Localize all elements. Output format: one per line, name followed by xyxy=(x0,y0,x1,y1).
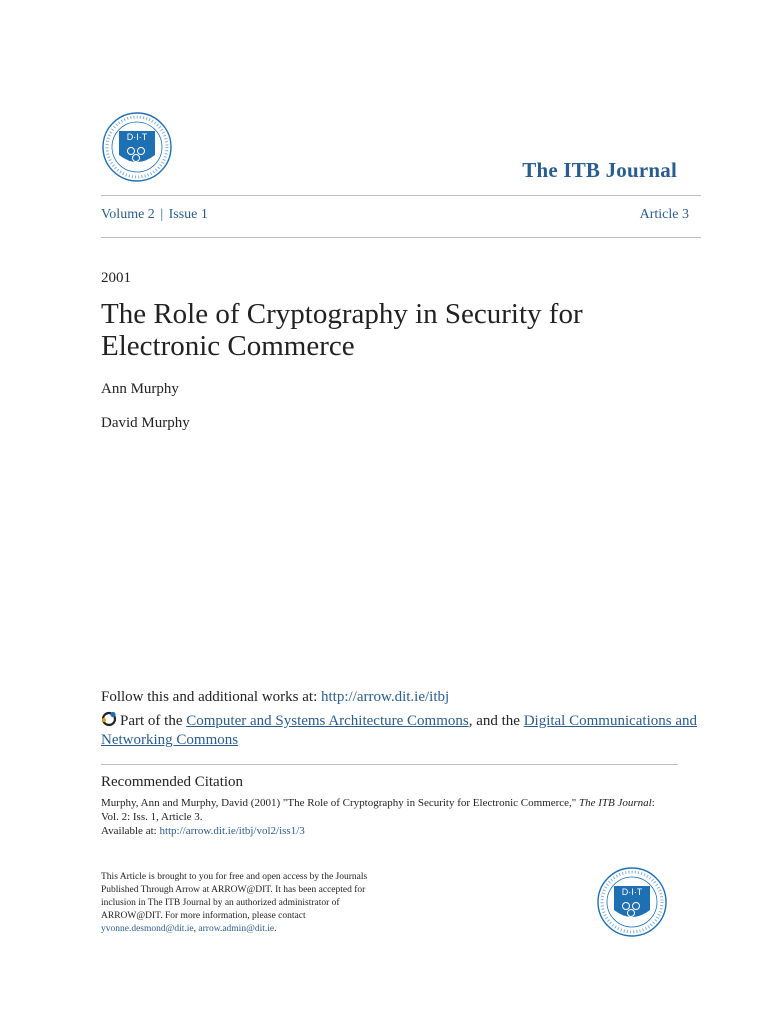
open-access-note xyxy=(101,871,371,936)
journal-title-link[interactable]: The ITB Journal xyxy=(522,158,677,182)
citation-text xyxy=(101,796,661,838)
article-link[interactable]: Article 3 xyxy=(639,207,689,222)
commons-link-computer-systems[interactable]: Computer and Systems Architecture Commons xyxy=(186,713,469,729)
email-link-1[interactable]: yvonne.desmond@dit.ie xyxy=(101,924,194,934)
citation-journal: The ITB Journal xyxy=(579,797,652,809)
note-end: . xyxy=(274,924,277,934)
author-2-link[interactable]: David Murphy xyxy=(101,415,190,431)
email-link-2[interactable]: arrow.admin@dit.ie xyxy=(198,924,275,934)
email-separator: , xyxy=(193,924,199,934)
follow-url-link[interactable]: http://arrow.dit.ie/itbj xyxy=(320,689,450,705)
paper-title: The Role of Cryptography in Security for Electronic Commerce xyxy=(101,298,583,362)
divider-issue xyxy=(101,237,701,238)
svg-text:D·I·T: D·I·T xyxy=(621,887,643,897)
dit-logo-bottom xyxy=(596,866,668,938)
follow-prefix: Follow this and additional works at: xyxy=(101,689,321,705)
commons-network-icon xyxy=(101,711,117,727)
author-1-link[interactable]: Ann Murphy xyxy=(101,381,179,397)
available-prefix: Available at: xyxy=(101,825,160,837)
recommended-citation-heading: Recommended Citation xyxy=(101,774,244,790)
volume-link[interactable]: Volume 2 xyxy=(101,207,155,222)
partof-middle: , and the xyxy=(468,713,524,729)
publication-year: 2001 xyxy=(101,270,131,286)
divider-citation xyxy=(101,764,678,765)
dit-logo-top xyxy=(101,111,173,183)
issue-breadcrumb xyxy=(101,207,208,223)
svg-text:D·I·T: D·I·T xyxy=(126,132,148,142)
commons-link-digital-communications[interactable]: Digital Communications and Networking Commons xyxy=(101,713,698,748)
part-of-commons xyxy=(101,711,701,750)
partof-prefix: Part of the xyxy=(120,713,187,729)
follow-line xyxy=(101,689,449,706)
citation-authors-title: Murphy, Ann and Murphy, David (2001) "The Role of Cryptography in Security for Electronic Commerce," xyxy=(101,797,580,809)
citation-volume: : Vol. 2: Iss. 1, Article 3. xyxy=(101,797,655,823)
divider-top xyxy=(101,195,701,196)
available-url-link[interactable]: http://arrow.dit.ie/itbj/vol2/iss1/3 xyxy=(159,825,305,837)
breadcrumb-separator: | xyxy=(160,207,164,222)
open-access-text: This Article is brought to you for free and open access by the Journals Published Through Arrow at ARROW@DIT. It has been accepted for inclusion in The ITB Journal by an authorized administrator of ARROW@DIT. For more information, please contact xyxy=(101,872,368,921)
issue-link[interactable]: Issue 1 xyxy=(168,207,208,222)
